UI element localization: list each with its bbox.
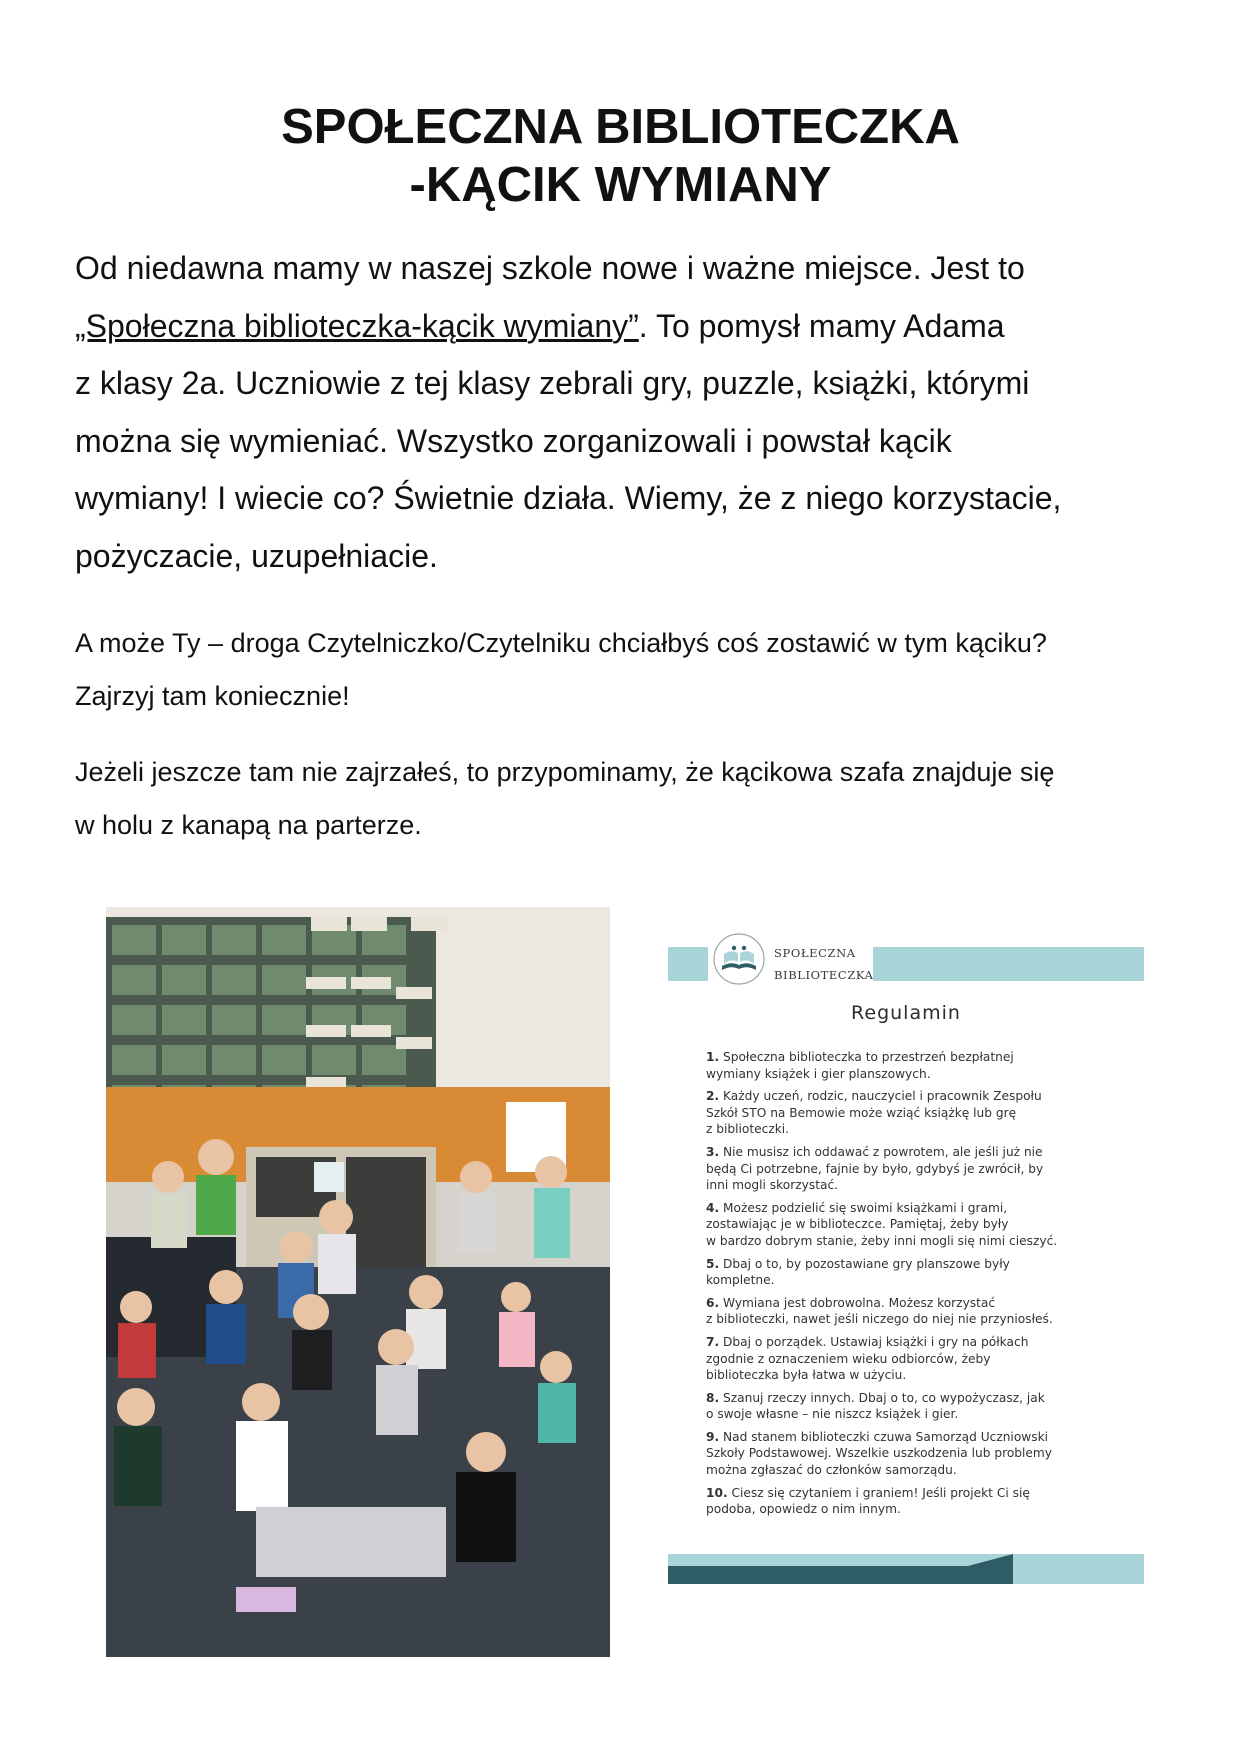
rule-text-line: Dbaj o to, by pozostawiane gry planszowe były xyxy=(723,1256,1010,1271)
open-book-logo-icon xyxy=(712,932,766,986)
rule-number: 3. xyxy=(706,1144,720,1159)
rule-item xyxy=(706,1144,1106,1194)
intro-line-3: z klasy 2a. Uczniowie z tej klasy zebrali gry, puzzle, książki, którymi xyxy=(75,365,1030,401)
rule-text-line: Możesz podzielić się swoimi książkami i grami, xyxy=(723,1200,1008,1215)
flyer-bottom-band xyxy=(668,1554,1144,1584)
rule-text-line: z biblioteczki, nawet jeśli niczego do niej nie przyniosłeś. xyxy=(706,1312,1053,1327)
flyer-top-band-left xyxy=(668,947,708,981)
location-paragraph xyxy=(75,746,1195,852)
rule-number: 4. xyxy=(706,1200,720,1215)
flyer-brand-line-2: BIBLIOTECZKA xyxy=(774,968,874,982)
rule-item xyxy=(706,1256,1106,1289)
rule-text-line: podoba, opowiedz o nim innym. xyxy=(706,1502,901,1517)
rule-text-line: wymiany książek i gier planszowych. xyxy=(706,1066,931,1081)
children-group-photo xyxy=(106,907,610,1657)
rule-item xyxy=(706,1334,1106,1384)
title-line-1: SPOŁECZNA BIBLIOTECZKA xyxy=(281,100,960,154)
rule-item xyxy=(706,1049,1106,1082)
rule-item xyxy=(706,1295,1106,1328)
invite-line-2: Zajrzyj tam koniecznie! xyxy=(75,681,350,711)
rule-item xyxy=(706,1429,1106,1479)
rule-number: 9. xyxy=(706,1429,720,1444)
rule-text-line: w bardzo dobrym stanie, żeby inni mogli się nimi cieszyć. xyxy=(706,1233,1058,1248)
intro-paragraph xyxy=(75,240,1195,585)
rule-number: 6. xyxy=(706,1295,720,1310)
rule-number: 10. xyxy=(706,1485,728,1500)
rule-text-line: można zgłaszać do członków samorządu. xyxy=(706,1463,957,1478)
rule-item xyxy=(706,1390,1106,1423)
location-line-2: w holu z kanapą na parterze. xyxy=(75,810,422,840)
rule-number: 5. xyxy=(706,1256,720,1271)
rule-number: 2. xyxy=(706,1089,720,1104)
rule-text-line: kompletne. xyxy=(706,1273,775,1288)
rule-text-line: będą Ci potrzebne, fajnie by było, gdybyś je zwrócił, by xyxy=(706,1161,1044,1176)
location-line-1: Jeżeli jeszcze tam nie zajrzałeś, to przypominamy, że kącikowa szafa znajduje się xyxy=(75,757,1055,787)
intro-line-5: wymiany! I wiecie co? Świetnie działa. Wiemy, że z niego korzystacie, xyxy=(75,480,1062,516)
rule-text-line: Każdy uczeń, rodzic, nauczyciel i pracownik Zespołu xyxy=(723,1089,1042,1104)
regulamin-heading: Regulamin xyxy=(851,1002,961,1024)
invite-paragraph xyxy=(75,617,1195,723)
title-line-2: -KĄCIK WYMIANY xyxy=(409,158,832,212)
rule-number: 7. xyxy=(706,1334,720,1349)
rule-text-line: biblioteczka była łatwa w użyciu. xyxy=(706,1368,907,1383)
regulamin-flyer xyxy=(668,932,1144,1584)
rule-text-line: z biblioteczki. xyxy=(706,1122,790,1137)
intro-line-1: Od niedawna mamy w naszej szkole nowe i ważne miejsce. Jest to xyxy=(75,250,1025,286)
intro-line-6: pożyczacie, uzupełniacie. xyxy=(75,537,438,574)
intro-line-2-rest: . To pomysł mamy Adama xyxy=(638,307,1005,344)
intro-line-4: można się wymieniać. Wszystko zorganizowali i powstał kącik xyxy=(75,422,952,459)
invite-line-1: A może Ty – droga Czytelniczko/Czytelniku chciałbyś coś zostawić w tym kąciku? xyxy=(75,628,1047,658)
rule-number: 8. xyxy=(706,1390,720,1405)
rule-text-line: Szkoły Podstawowej. Wszelkie uszkodzenia lub problemy xyxy=(706,1446,1052,1461)
rules-list xyxy=(706,1049,1106,1524)
flyer-brand xyxy=(774,942,874,986)
flyer-top-band-right xyxy=(873,947,1144,981)
rule-text-line: o swoje własne – nie niszcz książek i gier. xyxy=(706,1407,959,1422)
rule-text-line: Wymiana jest dobrowolna. Możesz korzystać xyxy=(723,1295,996,1310)
rule-item xyxy=(706,1088,1106,1138)
rule-text-line: inni mogli skorzystać. xyxy=(706,1178,839,1193)
rule-item xyxy=(706,1485,1106,1518)
rule-number: 1. xyxy=(706,1050,720,1064)
rule-item xyxy=(706,1200,1106,1250)
rule-text-line: zgodnie z oznaczeniem wieku odbiorców, żeby xyxy=(706,1351,991,1366)
rule-text-line: Nad stanem biblioteczki czuwa Samorząd Uczniowski xyxy=(723,1429,1049,1444)
rule-text-line: zostawiając je w biblioteczce. Pamiętaj, żeby były xyxy=(706,1217,1009,1232)
rule-text-line: Szkół STO na Bemowie może wziąć książkę lub grę xyxy=(706,1105,1017,1120)
rule-text-line: Społeczna biblioteczka to przestrzeń bezpłatnej xyxy=(723,1050,1014,1064)
rule-text-line: Dbaj o porządek. Ustawiaj książki i gry na półkach xyxy=(723,1334,1029,1349)
page-title xyxy=(0,98,1241,214)
rule-text-line: Szanuj rzeczy innych. Dbaj o to, co wypożyczasz, jak xyxy=(723,1390,1045,1405)
flyer-brand-line-1: SPOŁECZNA xyxy=(774,946,856,960)
rule-text-line: Nie musisz ich oddawać z powrotem, ale jeśli już nie xyxy=(723,1144,1043,1159)
rule-text-line: Ciesz się czytaniem i graniem! Jeśli projekt Ci się xyxy=(731,1485,1030,1500)
intro-underlined-name: „Społeczna biblioteczka-kącik wymiany” xyxy=(75,307,639,344)
